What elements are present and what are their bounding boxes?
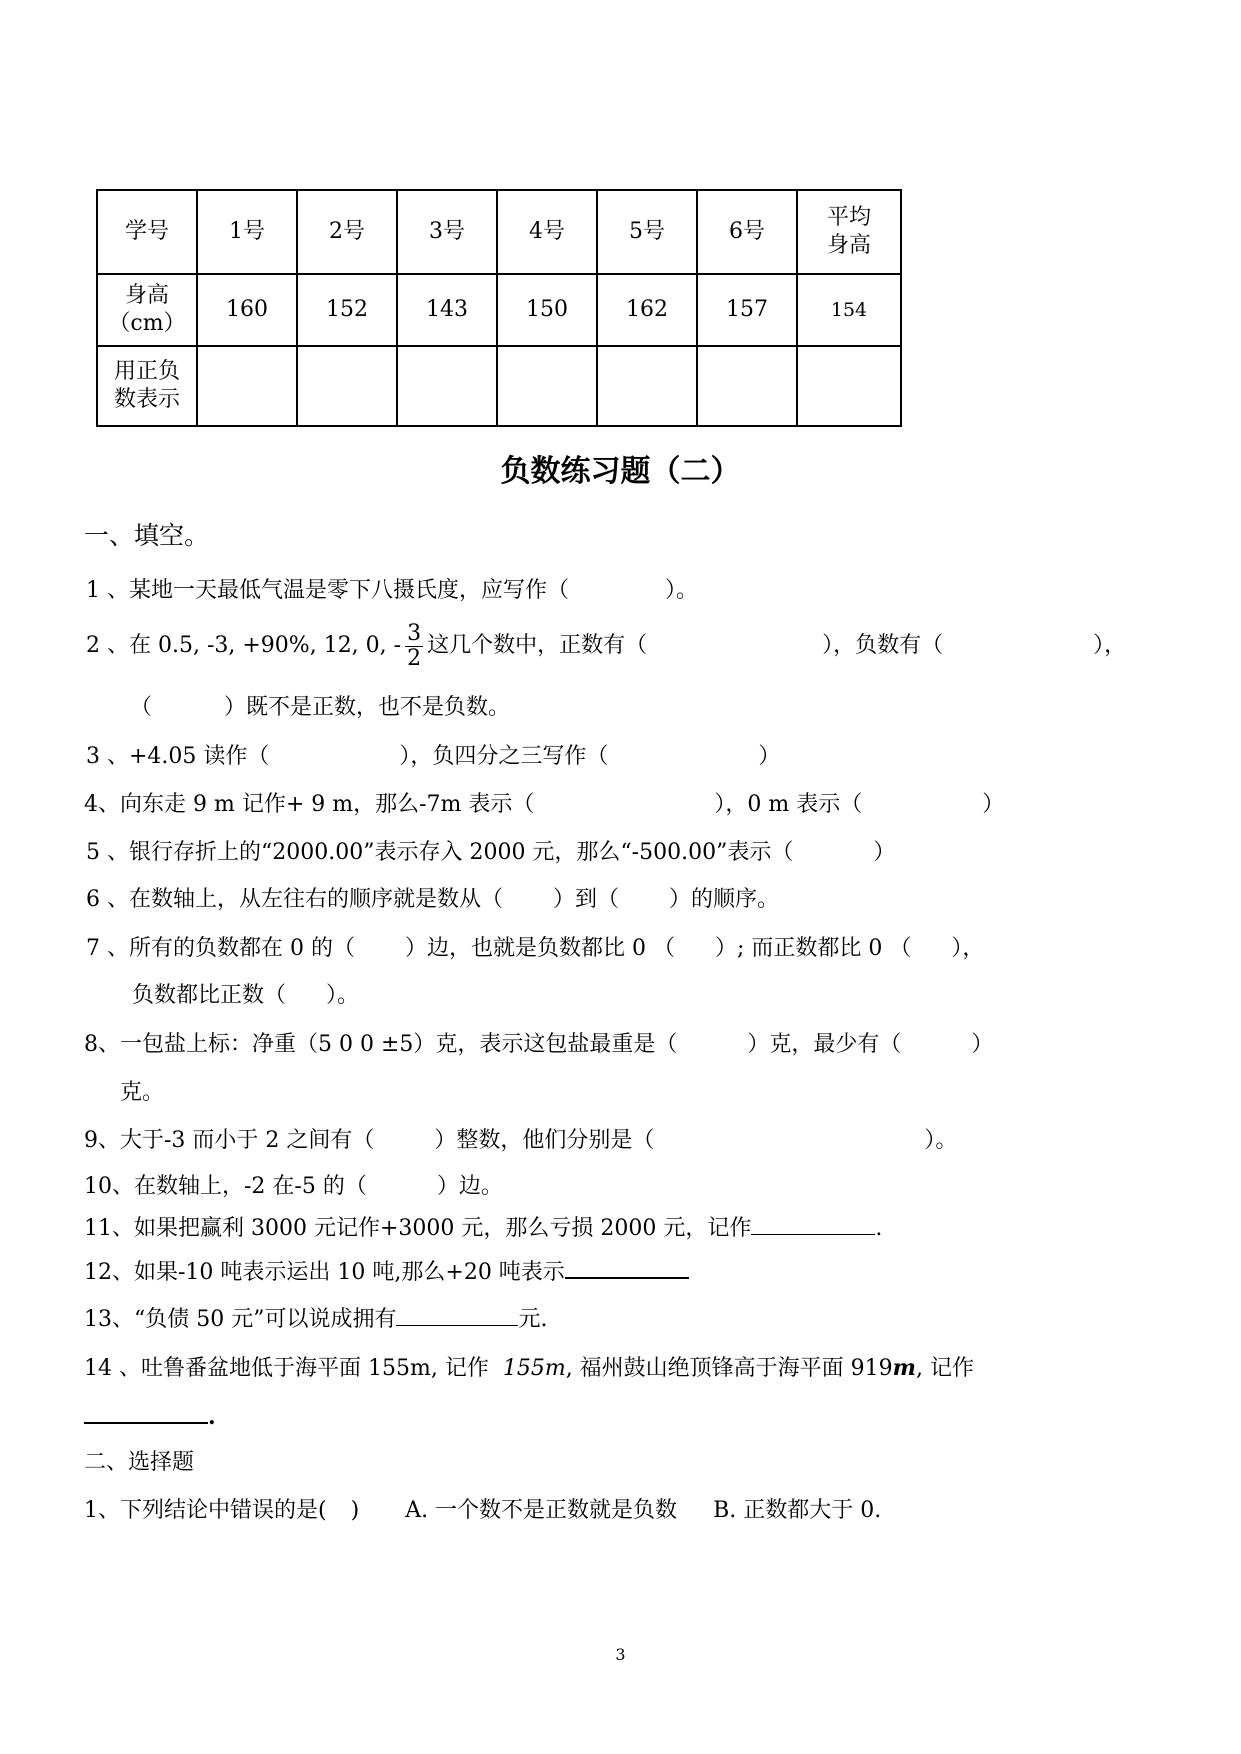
fraction: $\frac{3}{2}$ — [407, 620, 422, 671]
cell-line: （cm） — [108, 311, 186, 336]
table-cell: 160 — [197, 274, 297, 346]
table-cell — [97, 346, 197, 426]
question-7: 7 、所有的负数都在 0 的（ ）边，也就是负数都比 0 （ ）; 而正数都比 0 （ ）， — [86, 936, 985, 961]
question-3: 3 、+4.05 读作（ ），负四分之三写作（ ） — [86, 744, 781, 769]
question-1: 1 、某地一天最低气温是零下八摄氏度，应写作（ ）。 — [86, 578, 699, 603]
option-a: A. 一个数不是正数就是负数 — [405, 1498, 678, 1523]
cell-line: 平均 — [826, 205, 871, 230]
question-8: 8、一包盐上标：净重（5 0 0 ±5）克，表示这包盐最重是（ ）克，最少有（ ） — [84, 1032, 994, 1057]
question-4: 4、向东走 9 m 记作+ 9 m，那么-7m 表示（ ），0 m 表示（ ） — [84, 792, 1005, 817]
question-5: 5 、银行存折上的“2000.00”表示存入 2000 元，那么“-500.00”表示（ ） — [86, 840, 896, 865]
table-cell — [597, 346, 697, 426]
table-cell: 学号 — [97, 190, 197, 274]
question-11: 11、如果把赢利 3000 元记作+3000 元，那么亏损 2000 元，记作 . — [84, 1212, 882, 1244]
question-14: 14 、吐鲁番盆地低于海平面 155m, 记作 155m, 福州鼓山绝顶锋高于海平面 919m, 记作 — [84, 1355, 974, 1381]
answer-line — [751, 1212, 875, 1235]
table-cell — [797, 190, 901, 274]
table-cell — [297, 346, 397, 426]
question-6: 6 、在数轴上，从左往右的顺序就是数从（ ）到（ ）的顺序。 — [86, 887, 780, 912]
cell-line: 用正负 — [113, 359, 180, 384]
table-cell — [497, 346, 597, 426]
table-cell: 162 — [597, 274, 697, 346]
question-13: 13、“负债 50 元”可以说成拥有 元. — [84, 1303, 547, 1335]
question-10: 10、在数轴上，-2 在-5 的（ ）边。 — [84, 1174, 503, 1199]
table-cell — [197, 346, 297, 426]
table-cell: 157 — [697, 274, 797, 346]
table-cell: 1号 — [197, 190, 297, 274]
question-2: 2 、在 0.5, -3, +90%, 12, 0, - $\frac{3}{2}$ 这几个数中，正数有（ ），负数有（ ）， — [86, 620, 1127, 671]
cell-line: 身高 — [826, 233, 871, 258]
section-heading: 二、选择题 — [84, 1450, 195, 1475]
choice-question-1: 1、下列结论中错误的是( ) A. 一个数不是正数就是负数 B. 正数都大于 0. — [84, 1498, 882, 1523]
table-cell — [797, 346, 901, 426]
height-table — [96, 189, 902, 427]
cell-line: 身高 — [124, 283, 169, 308]
table-cell — [697, 346, 797, 426]
table-cell — [397, 346, 497, 426]
table-cell: 3号 — [397, 190, 497, 274]
question-12: 12、如果-10 吨表示运出 10 吨,那么+20 吨表示 — [84, 1255, 689, 1288]
table-cell: 2号 — [297, 190, 397, 274]
option-b: B. 正数都大于 0. — [713, 1498, 882, 1523]
table-cell: 5号 — [597, 190, 697, 274]
question-7-cont: 负数都比正数（ ）。 — [132, 983, 360, 1008]
cell-line: 数表示 — [113, 387, 180, 412]
table-cell — [97, 274, 197, 346]
table-cell: 143 — [397, 274, 497, 346]
table-cell: 152 — [297, 274, 397, 346]
question-14-cont: . — [84, 1400, 216, 1433]
answer-line — [396, 1303, 518, 1326]
page-number: 3 — [615, 1645, 626, 1664]
question-8-cont: 克。 — [120, 1080, 165, 1105]
table-cell: 154 — [797, 274, 901, 346]
table-row-header — [97, 190, 901, 274]
answer-line — [84, 1400, 208, 1424]
table-cell: 6号 — [697, 190, 797, 274]
question-2-cont: （ ）既不是正数，也不是负数。 — [130, 695, 511, 720]
answer-line — [565, 1255, 689, 1279]
page-title: 负数练习题（二） — [500, 454, 741, 489]
question-9: 9、大于-3 而小于 2 之间有（ ）整数，他们分别是（ ）。 — [84, 1128, 958, 1153]
table-cell: 150 — [497, 274, 597, 346]
table-cell: 4号 — [497, 190, 597, 274]
table-row-signed — [97, 346, 901, 426]
table-row-height — [97, 274, 901, 346]
section-heading: 一、填空。 — [84, 521, 210, 550]
